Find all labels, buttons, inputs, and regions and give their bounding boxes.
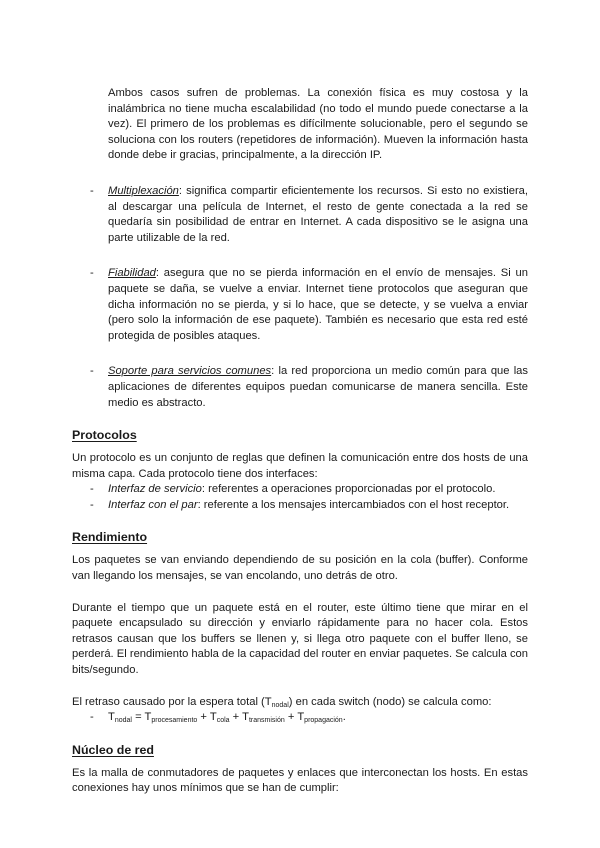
rendimiento-paragraph-3: [72, 695, 528, 711]
bullet-fiabilidad: [72, 266, 528, 344]
formula-sub-cola: cola: [216, 717, 230, 725]
bullet-term: Soporte para servicios comunes: [108, 365, 272, 378]
p3-after: ) en cada switch (nodo) se calcula como:: [288, 695, 492, 708]
nucleo-paragraph: Es la malla de conmutadores de paquetes y enlaces que interconectan los hosts. En estas conexiones hay unos mínimos que se han de cumplir:: [72, 766, 528, 795]
bullet-dash: -: [90, 365, 94, 378]
formula-sub-nodal: nodal: [114, 717, 132, 725]
protocolos-item-servicio: [72, 482, 528, 498]
formula-end: .: [342, 711, 346, 724]
bullet-term: Fiabilidad: [108, 267, 156, 280]
formula-t: T: [108, 711, 115, 724]
bullet-text: : referente a los mensajes intercambiados con el host receptor.: [197, 498, 510, 511]
heading-rendimiento: Rendimiento: [72, 530, 148, 545]
protocolos-paragraph: Un protocolo es un conjunto de reglas que definen la comunicación entre dos hosts de una misma capa. Cada protocolo tiene dos interfaces:: [72, 452, 528, 480]
formula-sub-procesamiento: procesamiento: [151, 717, 198, 725]
formula-t: T: [297, 711, 305, 724]
formula-plus: +: [197, 711, 210, 724]
intro-paragraph: Ambos casos sufren de problemas. La conexión física es muy costosa y la inalámbrica no tiene mucha escalabilidad (no todo el mundo puede conectarse a la vez). El primero de los problemas es difícilmente solucionable, pero el segundo se soluciona con los routers (repetidores de información). Mueven la información hasta donde debe ir gracias, principalmente, a la dirección IP.: [108, 87, 528, 162]
bullet-dash: -: [90, 498, 94, 511]
protocolos-item-par: [72, 498, 528, 514]
formula-plus: +: [284, 711, 298, 724]
bullet-dash: -: [90, 184, 94, 197]
bullet-dash: -: [90, 483, 94, 496]
bullet-term: Interfaz de servicio: [108, 483, 202, 496]
formula-plus: +: [229, 711, 243, 724]
bullet-text: : significa compartir eficientemente los recursos. Si esto no existiera, al descargar una película de Internet, el resto de gente conectada a la red se quedaría sin posibilidad de entrar en Internet. A cada dispositivo se le asigna una parte utilizable de la red.: [108, 184, 528, 244]
heading-nucleo-de-red: Núcleo de red: [72, 742, 154, 757]
formula-t: T: [144, 711, 152, 724]
heading-protocolos: Protocolos: [72, 428, 137, 443]
formula-sub-transmision: transmisión: [248, 717, 285, 725]
p3-sub: nodal: [271, 701, 289, 709]
rendimiento-paragraph-1: Los paquetes se van enviando dependiendo de su posición en la cola (buffer). Conforme van llegando los mensajes, se van encolando, uno detrás de otro.: [72, 554, 528, 583]
rendimiento-paragraph-2: Durante el tiempo que un paquete está en el router, este último tiene que mirar en el paquete encapsulado su dirección y enviarlo rápidamente para no hacer cola. Estos retrasos causan que los buffers se llenen y, si llega otro paquete con el buffer lleno, se perderá. El rendimiento habla de la capacidad del router en enviar paquetes. Se calcula con bits/segundo.: [72, 601, 528, 677]
formula-t: T: [242, 711, 249, 724]
bullet-soporte: [72, 364, 528, 411]
bullet-text: : referentes a operaciones proporcionadas por el protocolo.: [201, 483, 496, 496]
bullet-text: : asegura que no se pierda información en el envío de mensajes. Si un paquete se daña, se vuelve a enviar. Internet tiene protocolos que aseguran que dicha información no se pierda, y si lo hace, que se detecte, y se vuelva a enviar (pero solo la información de ese paquete). También es necesario que esta red esté protegida de posibles ataques.: [108, 267, 528, 342]
document-page: [72, 86, 528, 797]
bullet-dash: -: [90, 267, 94, 280]
p3-before: El retraso causado por la espera total (T: [72, 695, 272, 708]
formula-eq: =: [131, 711, 145, 724]
bullet-dash: -: [90, 711, 94, 724]
intro-block: [72, 86, 528, 164]
bullet-term: Multiplexación: [108, 184, 179, 197]
bullet-term: Interfaz con el par: [108, 498, 198, 511]
formula-t: T: [209, 711, 217, 724]
formula-line: [72, 710, 528, 726]
formula-sub-propagacion: propagación: [304, 717, 343, 725]
bullet-multiplexacion: [72, 184, 528, 246]
bullet-text: : la red proporciona un medio común para que las aplicaciones de diferentes equipos puedan comunicarse de manera sencilla. Este medio es abstracto.: [108, 365, 528, 409]
